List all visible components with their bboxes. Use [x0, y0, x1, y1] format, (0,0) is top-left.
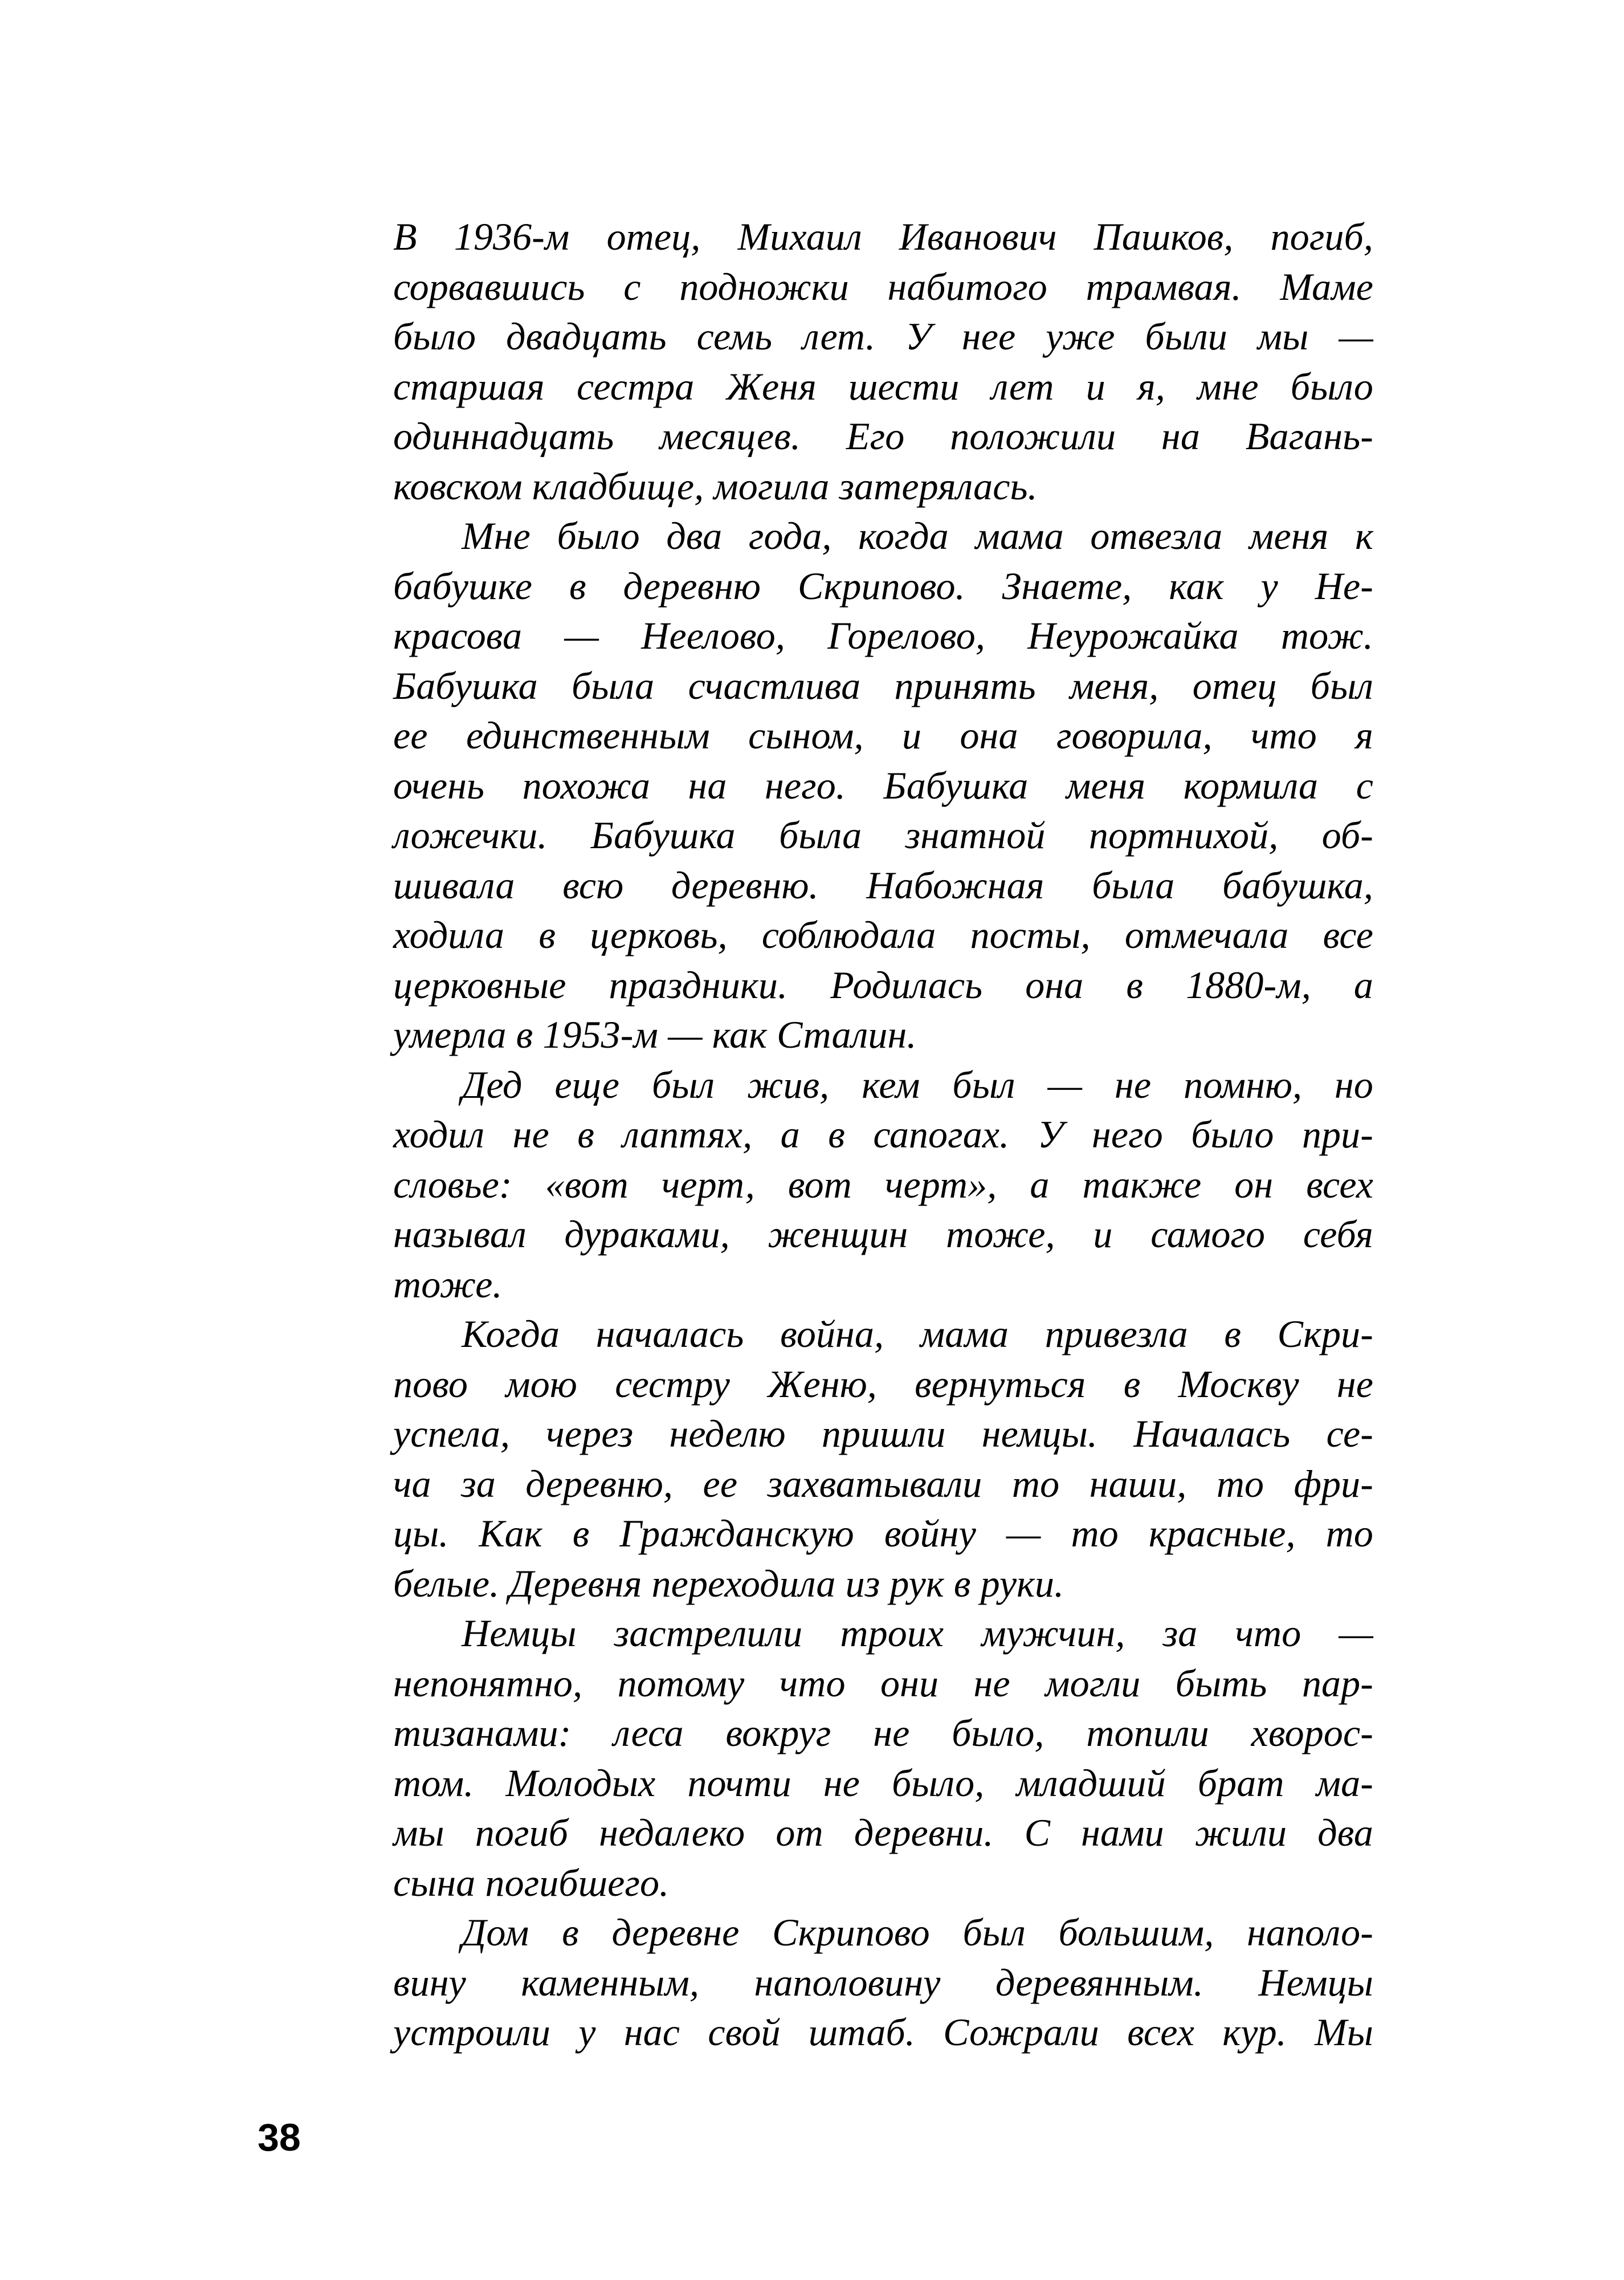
- text-line: пово мою сестру Женю, вернуться в Москву не: [393, 1362, 1373, 1406]
- text-line: бабушке в деревню Скрипово. Знаете, как у Не-: [393, 564, 1373, 608]
- text-line: Когда началась война, мама привезла в Скри-: [462, 1312, 1373, 1355]
- text-line: умерла в 1953-м — как Сталин.: [393, 1013, 917, 1056]
- text-line: том. Молодых почти не было, младший брат ма-: [393, 1761, 1373, 1805]
- text-line: цы. Как в Гражданскую войну — то красные, то: [393, 1512, 1373, 1555]
- text-line: старшая сестра Женя шести лет и я, мне было: [393, 364, 1373, 408]
- text-line: Немцы застрелили троих мужчин, за что —: [462, 1611, 1373, 1655]
- text-line: устроили у нас свой штаб. Сожрали всех кур. Мы: [393, 2010, 1373, 2054]
- text-line: сорвавшись с подножки набитого трамвая. Маме: [393, 264, 1373, 308]
- text-line: было двадцать семь лет. У нее уже были мы —: [393, 315, 1373, 358]
- text-line: Мне было два года, когда мама отвезла меня к: [462, 514, 1373, 557]
- text-line: В 1936-м отец, Михаил Иванович Пашков, погиб,: [393, 215, 1373, 258]
- text-line: словье: «вот черт, вот черт», а также он всех: [393, 1162, 1373, 1206]
- text-line: шивала всю деревню. Набожная была бабушка,: [393, 863, 1373, 907]
- text-line: тоже.: [393, 1262, 503, 1306]
- text-line: ча за деревню, ее захватывали то наши, то фри-: [393, 1461, 1373, 1505]
- text-line: ходил не в лаптях, а в сапогах. У него было при-: [393, 1113, 1373, 1156]
- text-line: ходила в церковь, соблюдала посты, отмечала все: [393, 913, 1373, 956]
- text-line: называл дураками, женщин тоже, и самого себя: [393, 1212, 1373, 1256]
- text-line: непонятно, потому что они не могли быть пар-: [393, 1661, 1373, 1705]
- text-line: Дом в деревне Скрипово был большим, наполо-: [462, 1911, 1373, 1954]
- text-line: очень похожа на него. Бабушка меня кормила с: [393, 763, 1373, 807]
- text-line: тизанами: леса вокруг не было, топили хворос-: [393, 1711, 1373, 1754]
- text-line: Бабушка была счастлива принять меня, отец был: [393, 663, 1373, 707]
- text-line: ложечки. Бабушка была знатной портнихой, об-: [393, 813, 1373, 857]
- text-line: ковском кладбище, могила затерялась.: [393, 464, 1038, 508]
- text-line: церковные праздники. Родилась она в 1880-м, а: [393, 963, 1373, 1007]
- text-line: Дед еще был жив, кем был — не помню, но: [462, 1062, 1373, 1106]
- text-line: белые. Деревня переходила из рук в руки.: [393, 1561, 1064, 1605]
- body-text: [393, 212, 1373, 2058]
- text-line: вину каменным, наполовину деревянным. Немцы: [393, 1960, 1373, 2004]
- text-line: одиннадцать месяцев. Его положили на Вагань-: [393, 414, 1373, 458]
- page-number: 38: [258, 2116, 301, 2159]
- text-line: мы погиб недалеко от деревни. С нами жили два: [393, 1811, 1373, 1854]
- text-line: сына погибшего.: [393, 1860, 670, 1904]
- text-line: ее единственным сыном, и она говорила, что я: [393, 714, 1373, 757]
- text-line: успела, через неделю пришли немцы. Началась се-: [393, 1412, 1373, 1455]
- text-line: красова — Неелово, Горелово, Неурожайка тож.: [393, 614, 1373, 657]
